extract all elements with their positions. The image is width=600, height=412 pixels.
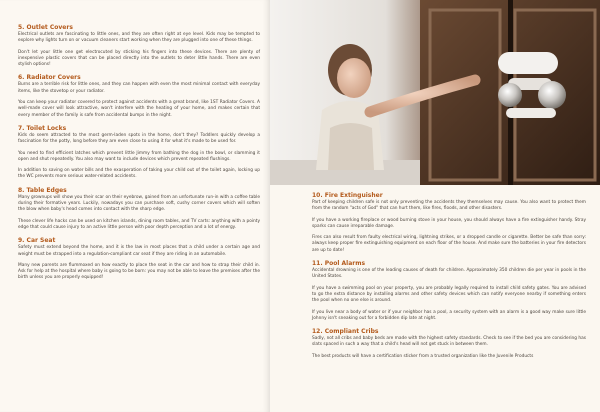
- section-5-heading: 5. Outlet Covers: [18, 24, 73, 31]
- section-10-heading: 10. Fire Extinguisher: [312, 192, 383, 199]
- section-6-paragraph-2: You can keep your radiator covered to protect against accidents with a great brand, like 1ST Radiator Covers. A well-made cover will look attractive, won't interfere with the heating of your home, and makes certain that every member of the family is safe from accidental bumps in the night.: [18, 100, 260, 118]
- section-11-paragraph-2: If you have a swimming pool on your property, you are probably legally required to install child safety gates. You are advised to go the extra distance by installing alarms and other safety devices which can notify everyone nearby if something enters the pool when no one else is around.: [312, 285, 586, 304]
- section-5-paragraph-2: Don't let your little one get electrocuted by sticking his fingers into these devices. There are plenty of inexpensive plastic covers that can be placed directly into the outlets to deter little hands. There are even stylish options!: [18, 49, 260, 68]
- right-column: [312, 192, 586, 360]
- section-9-heading: 9. Car Seat: [18, 237, 56, 245]
- left-column: [18, 24, 260, 282]
- section-12-paragraph-2: The best products will have a certification sticker from a trusted organization like the Juvenile Products: [312, 353, 534, 359]
- section-5-paragraph-1: Electrical outlets are fascinating to little ones, and they are often right at eye level. Kids may be tempted to explore why lights turn on or vacuum cleaners start working when they are plugged into one of these things.: [18, 32, 260, 44]
- section-7-paragraph-2: You need to find efficient latches which prevent little Jimmy from bathing the dog in the bowl, or slamming it open and shut repeatedly. You also may want to include devices which prevent repeated flushings.: [18, 150, 260, 162]
- section-9-paragraph-2: Many new parents are flummoxed on how exactly to place the seat in the car and how to strap their child in. Ask for help at the hospital where baby is going to be born: you may not be able to leave the premises after the birth unless you are properly equipped!: [18, 262, 260, 281]
- section-9-paragraph-1: Safety must extend beyond the home, and it is the law in most places that a child under a certain age and weight must be strapped into a regulation-compliant car seat if they are riding in an automobile.: [18, 245, 260, 257]
- section-7-paragraph-3: In addition to saving on water bills and the exasperation of taking your child out of the toilet again, locking up the WC prevents more serious water-related accidents.: [18, 168, 260, 180]
- toddler-cabinet-lock-photo: [270, 0, 600, 185]
- section-6-paragraph-1: Burns are a terrible risk for little ones, and they can happen with even the most minimal contact with everyday items, like the stovetop or your radiator.: [18, 82, 260, 94]
- section-12-paragraph-1: Sadly, not all cribs and baby beds are made with the highest safety standards. Check to see if the bed you are considering has slats spaced in such a way that a child's head will not get stuck in between them.: [312, 336, 586, 348]
- section-12-heading: 12. Compliant Cribs: [312, 328, 379, 336]
- section-7-paragraph-1: Kids do seem attracted to the most germ-laden spots in the home, don't they? Toddlers quickly develop a fascination for the potty, long before they are even close to using it for what it's made to be used for.: [18, 132, 260, 145]
- section-10-paragraph-1: Part of keeping children safe is not only preventing the accidents they themselves may cause. You also want to protect them from the random "acts of God" that can hurt them, like fires, floods, and other disasters.: [312, 200, 586, 212]
- section-8-heading: 8. Table Edges: [18, 186, 67, 194]
- section-10-paragraph-2: If you have a working fireplace or wood burning stove in your house, you should always have a fire extinguisher handy. Stray sparks can cause irreparable damage.: [312, 217, 586, 229]
- section-8-paragraph-2: These clever life hacks can be used on kitchen islands, dining room tables, and TV carts: anything with a pointy edge that could cause injury to an active little person with poor depth perception and a lot of energy.: [18, 218, 260, 230]
- section-7-heading: 7. Toilet Locks: [18, 124, 67, 132]
- left-page: [0, 0, 270, 412]
- section-8-paragraph-1: Many grownups will show you their scar on their eyebrow, gained from an unfortunate run-in with a coffee table during their formative years. Luckily, nowadays you can purchase soft, cushy corner covers which will soften the blow when baby's head comes into contact with the sharp edge.: [18, 194, 260, 213]
- section-10-paragraph-3: Fires can also result from faulty electrical wiring, lightning strikes, or a dropped candle or cigarette. Better be safe than sorry: always keep proper fire extinguishing equipment on each floor of the house. And make sure the batteries in your fire detectors are up to date!: [312, 235, 586, 253]
- section-11-heading: 11. Pool Alarms: [312, 260, 366, 268]
- section-11-paragraph-3: If you live near a body of water or if your neighbor has a pool, a security system with an alarm is a good way make sure little Johnny isn't sneaking out for a forbidden dip late at night.: [312, 309, 586, 321]
- section-6-heading: 6. Radiator Covers: [18, 74, 81, 82]
- section-11-paragraph-1: Accidental drowning is one of the leading causes of death for children. Approximately 350 children die per year in pools in the United States.: [312, 268, 586, 280]
